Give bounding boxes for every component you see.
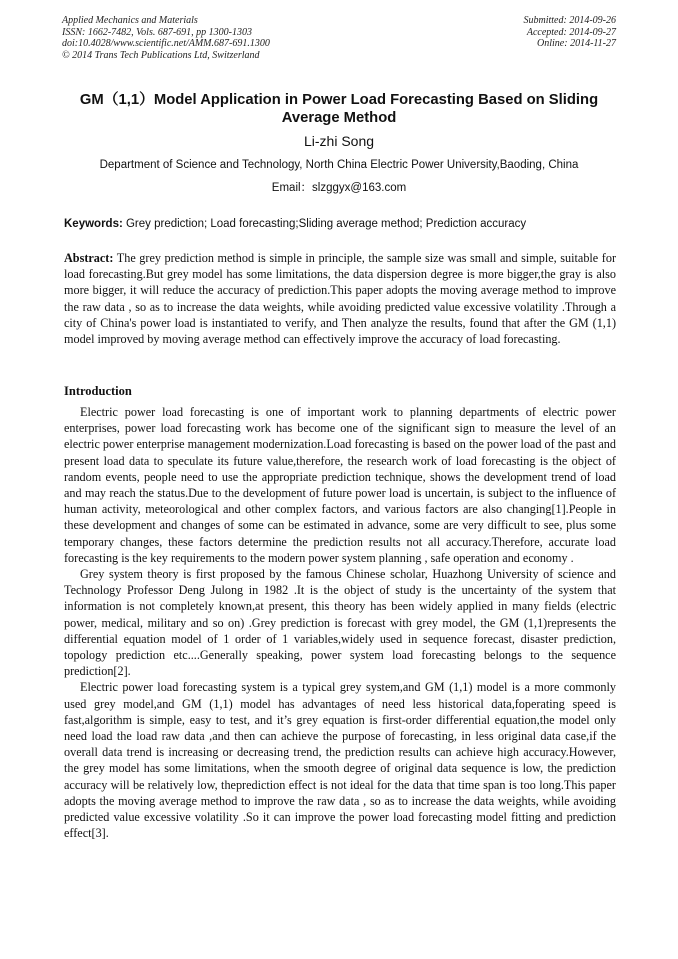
date-accepted: Accepted: 2014-09-27 — [526, 26, 616, 38]
submission-dates — [524, 15, 617, 50]
introduction-heading: Introduction — [64, 384, 132, 398]
introduction-body — [64, 404, 616, 841]
journal-doi: doi:10.4028/www.scientific.net/AMM.687-691.1300 — [62, 38, 270, 49]
date-online: Online: 2014-11-27 — [537, 38, 616, 49]
journal-issn: ISSN: 1662-7482, Vols. 687-691, pp 1300-1303 — [62, 26, 252, 38]
abstract — [64, 250, 616, 347]
paragraph: Grey system theory is first proposed by the famous Chinese scholar, Huazhong University of science and Technology Professor Deng Julong in 1982 .It is the object of study is the uncertainty of the system that information is not completely known,at present, this theory has been widely applied in many fields (electric power, medical, military and so on) .Grey prediction is forecast with grey model, the GM (1,1)represents the differential equation model of 1 order of 1 variables,widely used in sequence forecast, disaster prediction, topology prediction etc....Generally speaking, power system load forecasting belongs to the sequence prediction[2]. — [64, 567, 616, 679]
abstract-text: The grey prediction method is simple in principle, the sample size was small and simple, suitable for load forecasting.But grey model has some limitations, the data dispersion degree is more bigger,the gray is also more bigger, it will reduce the accuracy of prediction.This paper adopts the moving average method to improve the raw data , so as to increase the data weights, while avoiding predicted value excessive volatility .Through a city of China's power load is instantiated to verify, and Then analyze the results, found that after the GM (1,1) model improved by moving average method can effectively improve the accuracy of load forecasting. — [64, 251, 616, 347]
date-submitted: Submitted: 2014-09-26 — [523, 15, 616, 26]
keywords-label: Keywords: — [64, 218, 123, 230]
paragraph: Electric power load forecasting system is a typical grey system,and GM (1,1) model is a more commonly used grey model,and GM (1,1) model has advantages of need less historical data,foperating speed is fast,algorithm is simple, easy to test, and it’s grey equation is first-order differential equation,the model only need load the load raw data ,and then can achieve the purpose of forecasting, in less original data case,if the overall data trend is increasing or decreasing trend, the prediction results can achieve high accuracy.However, the grey model has some limitations, when the smooth degree of original data sequence is low, the prediction accuracy will be relatively low, theprediction effect is not ideal for the data that time span is too long.This paper adopts the moving average method to improve the raw data , so as to increase the data weights, while avoiding predicted value excessive volatility .So it can improve the power load forecasting model fitting and prediction effect[3]. — [64, 680, 616, 841]
paragraph: Electric power load forecasting is one of important work to planning departments of electric power enterprises, power load forecasting work has become one of the significant sign to measure the level of an electric power enterprise management modernization.Load forecasting is based on the power load of the past and present load data to speculate its future value,therefore, the research work of load forecasting is the object of random events, people need to use the appropriate prediction technique, shows the development trend of load and may reach the status.Due to the development of future power load is uncertain, is subject to the influence of human activity, meteorological and other complex factors, and various factors are also changing[1].People in these development and changes of some can be estimated in advance, some are very difficult to see, plus some temporary changes, these factors determine the prediction results not all accuracy.Therefore, accurate load forecasting is the key requirements to the modern power system planning , safe operation and economy . — [64, 405, 616, 565]
keywords — [64, 217, 616, 231]
journal-copyright: © 2014 Trans Tech Publications Ltd, Switzerland — [62, 49, 260, 61]
abstract-label: Abstract: — [64, 251, 114, 265]
author-name: Li-zhi Song — [303, 133, 375, 149]
journal-info — [62, 15, 270, 61]
journal-name: Applied Mechanics and Materials — [62, 15, 198, 26]
author-email: Email：slzggyx@163.com — [271, 182, 407, 194]
paper-title: GM（1,1）Model Application in Power Load Forecasting Based on Sliding Average Method — [79, 92, 599, 126]
keywords-text: Grey prediction; Load forecasting;Sliding average method; Prediction accuracy — [122, 218, 527, 230]
author-affiliation: Department of Science and Technology, North China Electric Power University,Baoding, China — [99, 159, 579, 171]
